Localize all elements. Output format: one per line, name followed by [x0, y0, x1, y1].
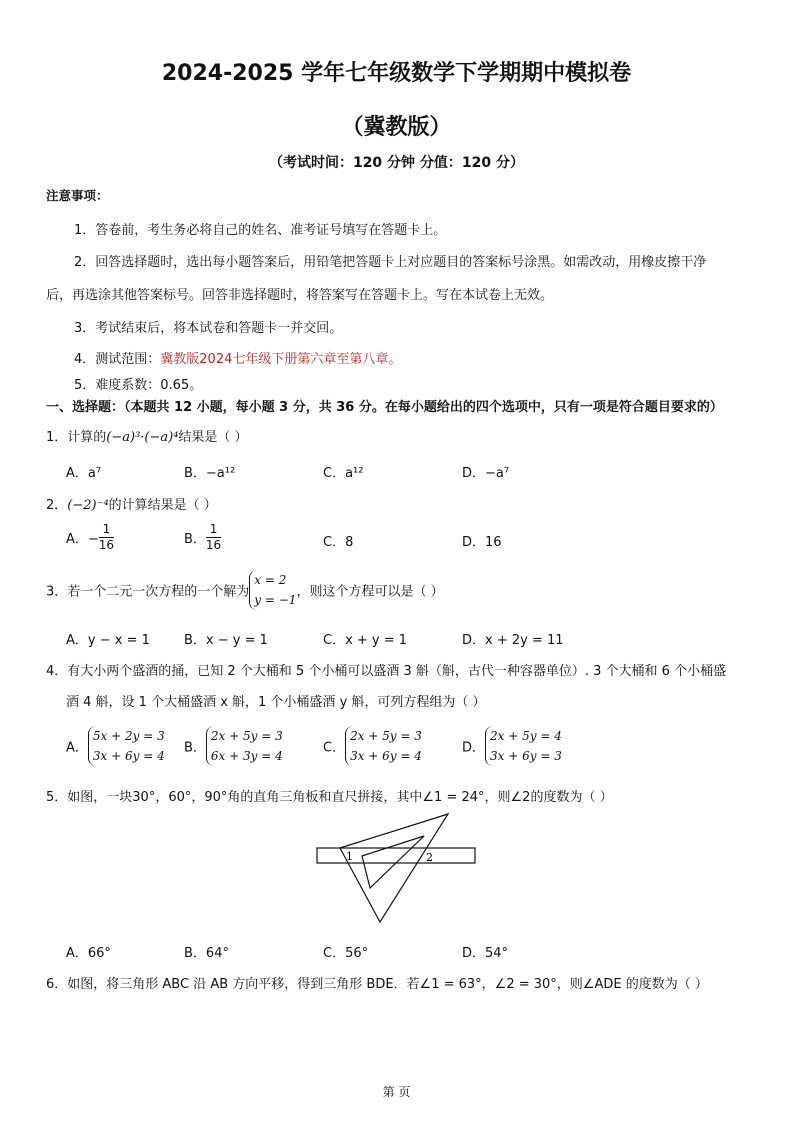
q3-option-d: D．x + 2y = 11	[462, 633, 564, 648]
question-5: 5．如图，一块30°，60°，90°角的直角三角板和直尺拼接，其中∠1 = 24°，则∠2的度数为（ ）	[46, 790, 613, 805]
q1-option-c: C．a¹²	[323, 466, 364, 481]
notice-item-4-label: 4．测试范围：	[74, 352, 161, 367]
angle-2-label: 2	[426, 851, 433, 864]
q1-option-d: D．−a⁷	[462, 466, 510, 481]
q5-option-b: B．64°	[184, 946, 229, 961]
q4-option-b: B． 2x + 5y = 3 6x + 3y = 4	[184, 726, 283, 766]
section-1-heading: 一、选择题：（本题共 12 小题，每小题 3 分，共 36 分。在每小题给出的四个选项中，只有一项是符合题目要求的）	[46, 400, 723, 415]
q4-option-a: A． 5x + 2y = 3 3x + 6y = 4	[66, 726, 165, 766]
q2-option-c: C．8	[323, 535, 354, 550]
page-subtitle: （冀教版）	[341, 115, 452, 140]
notice-item-2: 2．回答选择题时，选出每小题答案后，用铅笔把答题卡上对应题目的答案标号涂黑。如需改动，用橡皮擦干净	[74, 255, 707, 270]
page-footer: 第 页	[382, 1085, 411, 1099]
q1-option-b: B．−a¹²	[184, 466, 236, 481]
q2-option-b: B． $\frac{1}{16}$	[184, 522, 222, 552]
q3-option-a: A．y − x = 1	[66, 633, 150, 648]
question-2: 2．(−2)⁻⁴的计算结果是（ ）	[46, 498, 217, 513]
q3-system: x = 2 y = −1	[249, 570, 296, 610]
test-scope: 冀教版2024七年级下册第六章至第八章。	[160, 352, 402, 367]
q1-expression: (−a)³·(−a)⁴	[106, 430, 179, 445]
exam-time-info: （考试时间：120 分钟 分值：120 分）	[268, 155, 525, 171]
q4-option-c: C． 2x + 5y = 3 3x + 6y = 4	[323, 726, 422, 766]
q5-option-d: D．54°	[462, 946, 509, 961]
q2-option-d: D．16	[462, 535, 502, 550]
q5-option-a: A．66°	[66, 946, 111, 961]
question-4-line-2: 酒 4 斛，设 1 个大桶盛酒 x 斛，1 个小桶盛酒 y 斛，可列方程组为（ ）	[66, 695, 486, 710]
q4-option-d: D． 2x + 5y = 4 3x + 6y = 3	[462, 726, 562, 766]
q1-option-a: A．a⁷	[66, 466, 102, 481]
notice-item-4	[74, 348, 401, 367]
q2-suffix: 的计算结果是（ ）	[108, 498, 217, 513]
q1-prefix: 1．计算的	[46, 430, 107, 445]
triangle-inner	[362, 836, 424, 888]
notice-item-2-cont: 后，再选涂其他答案标号。回答非选择题时，将答案写在答题卡上。写在本试卷上无效。	[46, 288, 554, 303]
page-title: 2024-2025 学年七年级数学下学期期中模拟卷	[161, 61, 632, 86]
question-6: 6．如图，将三角形 ABC 沿 AB 方向平移，得到三角形 BDE．若∠1 = 63°，∠2 = 30°，则∠ADE 的度数为（ ）	[46, 977, 708, 992]
q5-option-c: C．56°	[323, 946, 369, 961]
q3-option-b: B．x − y = 1	[184, 633, 268, 648]
question-4-line-1: 4．有大小两个盛酒的捅，已知 2 个大桶和 5 个小桶可以盛酒 3 斛（斛，古代一种容器单位）. 3 个大桶和 6 个小桶盛	[46, 664, 727, 679]
q2-expression: (−2)⁻⁴	[67, 498, 109, 513]
triangle-ruler-figure	[310, 812, 482, 932]
angle-1-label: 1	[346, 850, 353, 863]
notice-heading: 注意事项：	[46, 188, 109, 203]
q1-suffix: 结果是（ ）	[178, 430, 248, 445]
q3-option-c: C．x + y = 1	[323, 633, 408, 648]
notice-item-3: 3．考试结束后，将本试卷和答题卡一并交回。	[74, 321, 343, 336]
triangle-outer	[340, 814, 448, 922]
q2-option-a: A．− $\frac{1}{16}$	[66, 522, 115, 552]
notice-item-5: 5．难度系数：0.65。	[74, 378, 203, 393]
question-1	[46, 426, 248, 445]
question-3: 3．若一个二元一次方程的一个解为 x = 2 y = −1 ，则这个方程可以是（ ）	[46, 570, 444, 610]
notice-item-1: 1．答卷前，考生务必将自己的姓名、准考证号填写在答题卡上。	[74, 223, 447, 238]
